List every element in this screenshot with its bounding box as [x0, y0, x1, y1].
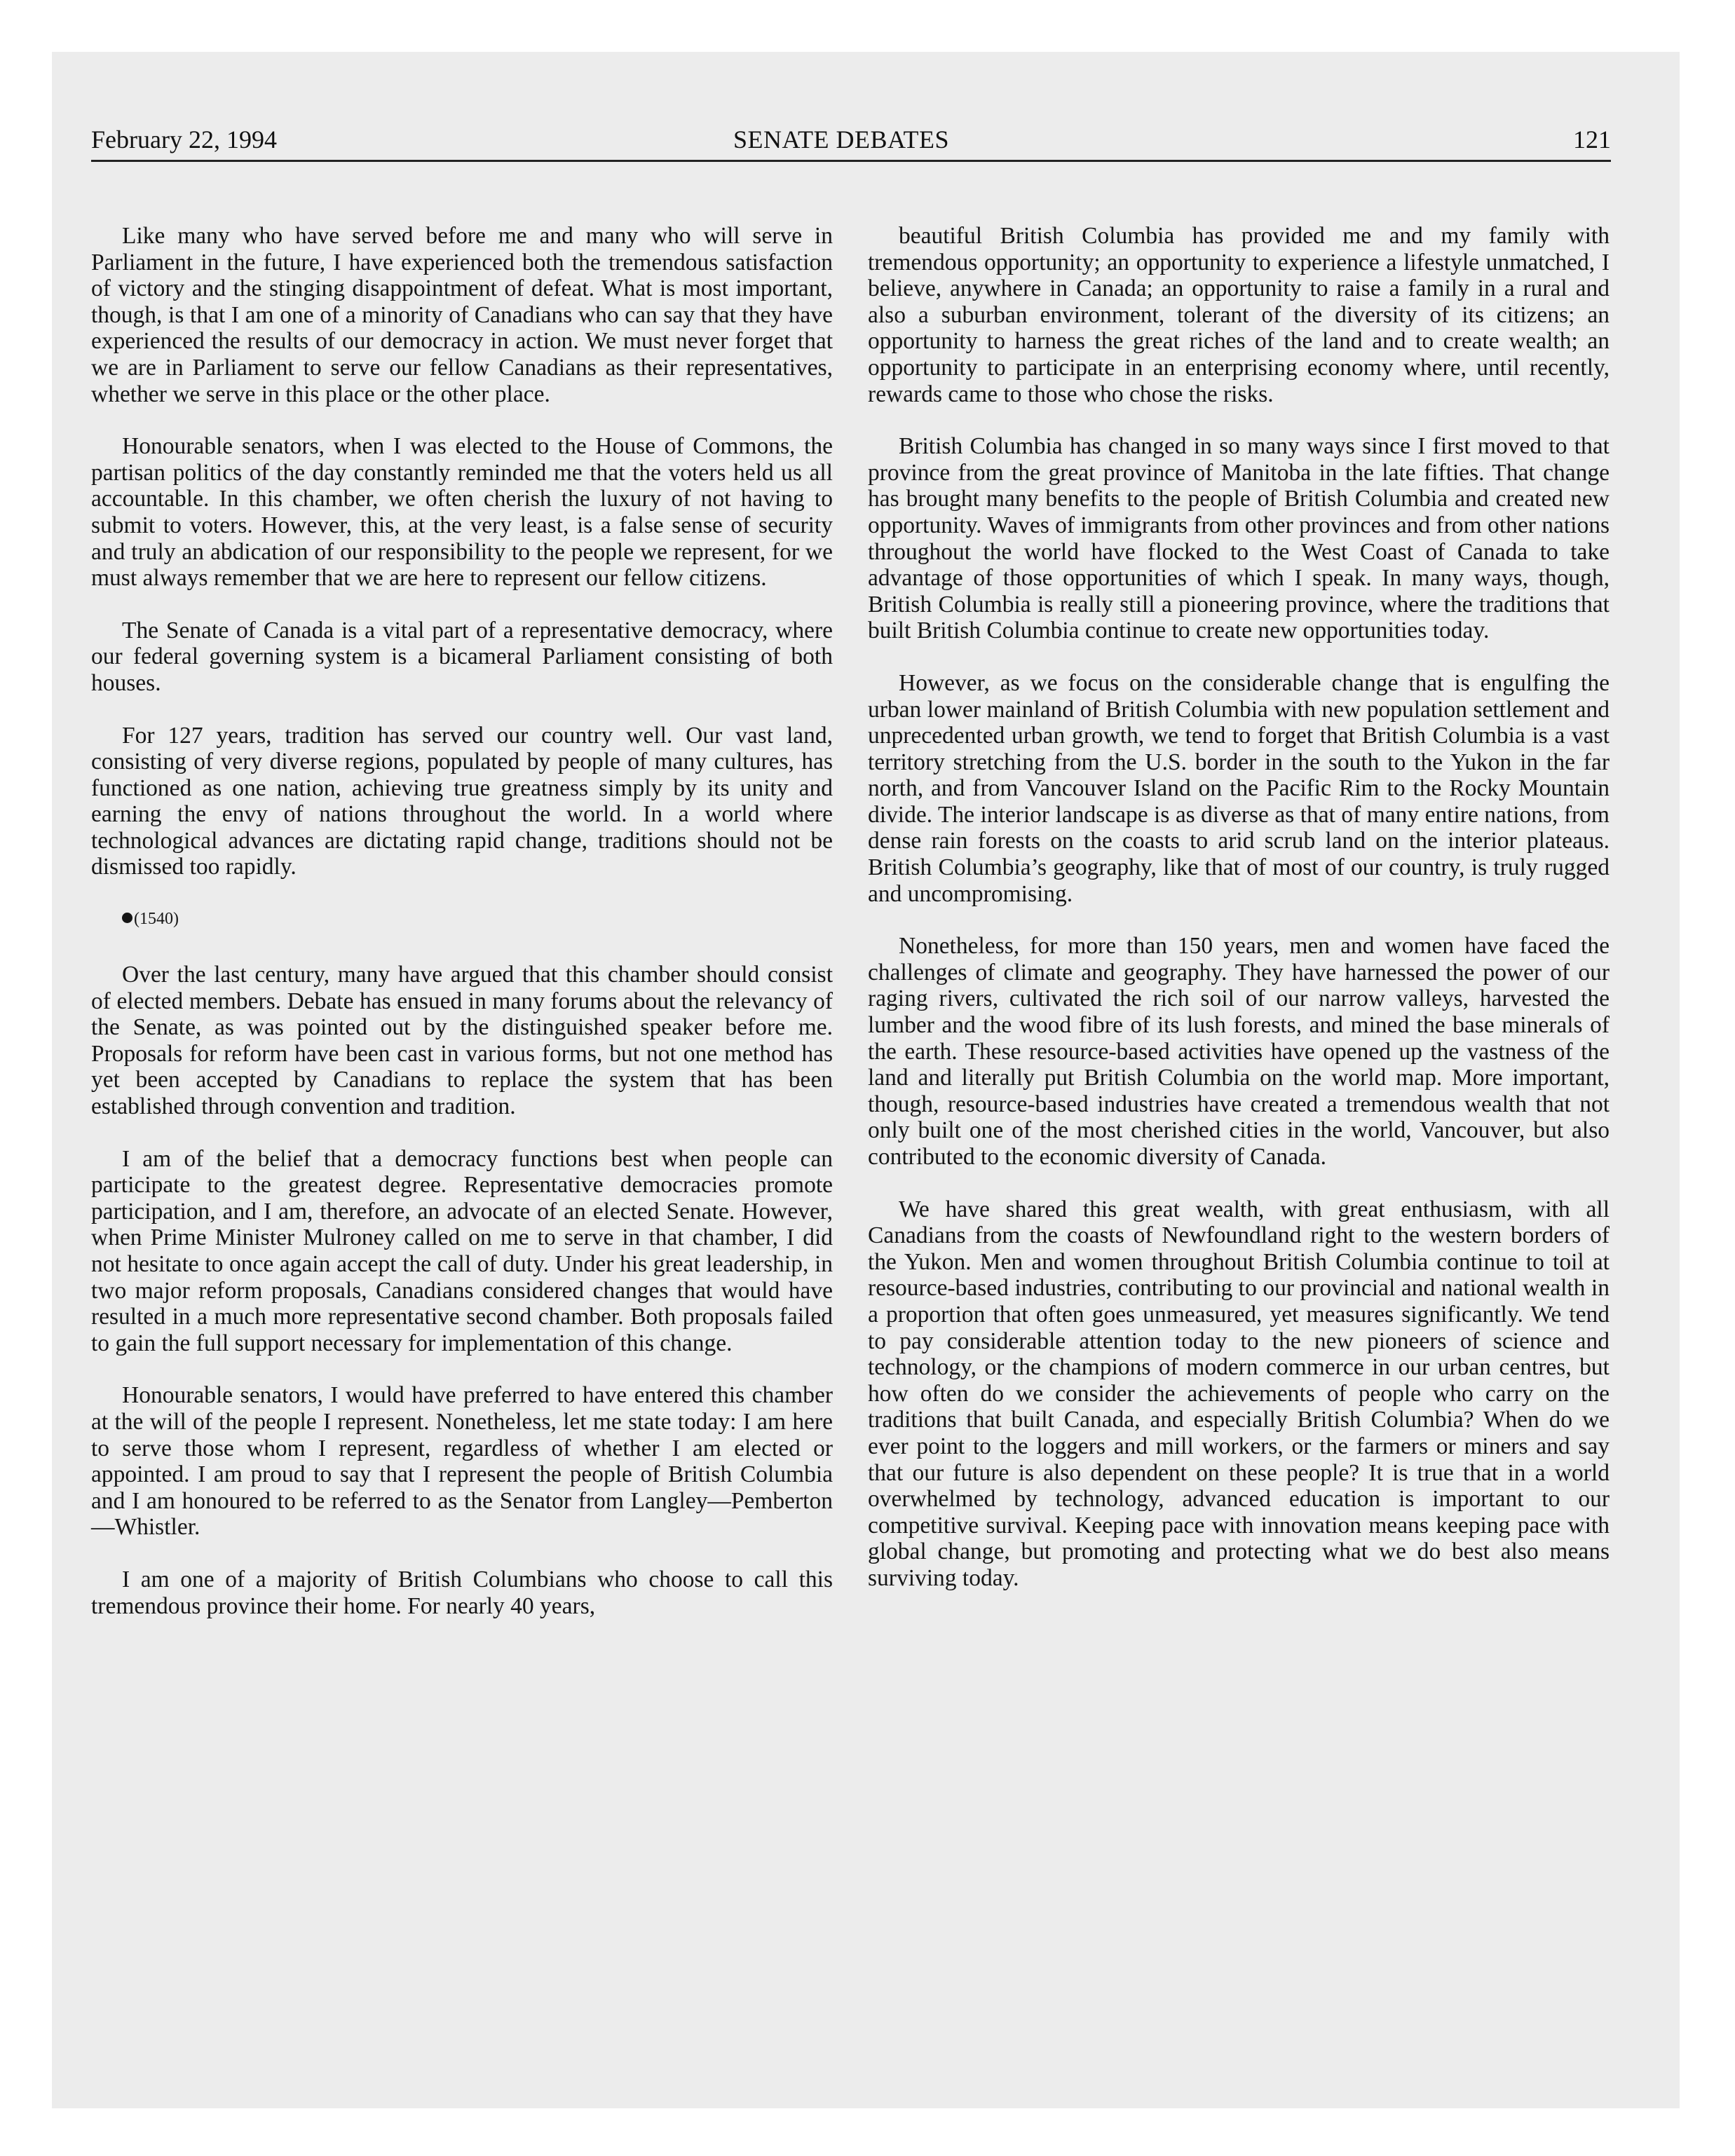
paragraph: I am of the belief that a democracy functions best when people can participate to the greatest degree. Representative democracies promote participation, and I am, therefore, an advocate of an elected Senate. However, when Prime Minister Mulroney called on me to serve in that chamber, I did not hesitate to once again accept the call of duty. Under his great leadership, in two major reform proposals, Canadians considered changes that would have resulted in a much more representative second chamber. Both proposals failed to gain the full support necessary for implementation of this change. — [91, 1145, 833, 1356]
page-header — [91, 125, 1611, 162]
paragraph: Honourable senators, when I was elected to the House of Commons, the partisan politics of the day constantly reminded me that the voters held us all accountable. In this chamber, we often cherish the luxury of not having to submit to voters. However, this, at the very least, is a false sense of security and truly an abdication of our responsibility to the people we represent, for we must always remember that we are here to represent our fellow citizens. — [91, 433, 833, 592]
time-marker — [122, 906, 833, 932]
paragraph: British Columbia has changed in so many ways since I first moved to that province from the great province of Manitoba in the late fifties. That change has brought many benefits to the people of British Columbia and created new opportunity. Waves of immigrants from other provinces and from other nations throughout the world have flocked to the West Coast of Canada to take advantage of those opportunities of which I speak. In many ways, though, British Columbia is really still a pioneering province, where the traditions that built British Columbia continue to create new opportunities today. — [868, 433, 1610, 644]
paragraph: Over the last century, many have argued that this chamber should consist of elected members. Debate has ensued in many forums about the relevancy of the Senate, as was pointed out by the distinguished speaker before me. Proposals for reform have been cast in various forms, but not one method has yet been accepted by Canadians to replace the system that has been established through convention and tradition. — [91, 962, 833, 1120]
paragraph: I am one of a majority of British Columbians who choose to call this tremendous province their home. For nearly 40 years, — [91, 1566, 833, 1619]
paragraph: However, as we focus on the considerable change that is engulfing the urban lower mainland of British Columbia with new population settlement and unprecedented urban growth, we tend to forget that British Columbia is a vast territory stretching from the U.S. border in the south to the Yukon in the far north, and from Vancouver Island on the Pacific Rim to the Rocky Mountain divide. The interior landscape is as diverse as that of many entire nations, from dense rain forests on the coasts to arid scrub land on the interior plateaus. British Columbia’s geography, like that of most of our country, is truly rugged and uncompromising. — [868, 669, 1610, 907]
paragraph: beautiful British Columbia has provided me and my family with tremendous opportunity; an opportunity to experience a lifestyle unmatched, I believe, anywhere in Canada; an opportunity to raise a family in a rural and also a suburban environment, tolerant of the diversity of its citizens; an opportunity to harness the great riches of the land and to create wealth; an opportunity to participate in an enterprising economy where, until recently, rewards came to those who chose the risks. — [868, 223, 1610, 407]
paragraph: Nonetheless, for more than 150 years, men and women have faced the challenges of climate and geography. They have harnessed the power of our raging rivers, cultivated the rich soil of our narrow valleys, harvested the lumber and the wood fibre of its lush forests, and mined the base minerals of the earth. These resource-based activities have opened up the vastness of the land and literally put British Columbia on the world map. More important, though, resource-based industries have created a tremendous wealth that not only built one of the most cherished cities in the world, Vancouver, but also contributed to the economic diversity of Canada. — [868, 933, 1610, 1170]
page-number: 121 — [1573, 125, 1611, 153]
paragraph: Honourable senators, I would have preferred to have entered this chamber at the will of the people I represent. Nonetheless, let me state today: I am here to serve those whom I represent, regardless of whether I am elected or appointed. I am proud to say that I represent the people of British Columbia and I am honoured to be referred to as the Senator from Langley—Pemberton—Whistler. — [91, 1382, 833, 1541]
bullet-dot-icon — [122, 913, 132, 923]
time-marker-text: (1540) — [134, 910, 179, 929]
left-column — [91, 223, 833, 1645]
paragraph: The Senate of Canada is a vital part of a representative democracy, where our federal governing system is a bicameral Parliament consisting of both houses. — [91, 617, 833, 696]
header-date: February 22, 1994 — [91, 125, 277, 153]
right-column — [868, 223, 1610, 1618]
paragraph: Like many who have served before me and many who will serve in Parliament in the future, I have experienced both the tremendous satisfaction of victory and the stinging disappointment of defeat. What is most important, though, is that I am one of a minority of Canadians who can say that they have experienced the results of our democracy in action. We must never forget that we are in Parliament to serve our fellow Canadians as their representatives, whether we serve in this place or the other place. — [91, 223, 833, 407]
paragraph: For 127 years, tradition has served our country well. Our vast land, consisting of very diverse regions, populated by people of many cultures, has functioned as one nation, achieving true greatness simply by its unity and earning the envy of nations throughout the world. In a world where technological advances are dictating rapid change, traditions should not be dismissed too rapidly. — [91, 722, 833, 880]
paragraph: We have shared this great wealth, with great enthusiasm, with all Canadians from the coasts of Newfoundland right to the western borders of the Yukon. Men and women throughout British Columbia continue to toil at resource-based industries, contributing to our provincial and national wealth in a proportion that often goes unmeasured, yet measures significantly. We tend to pay considerable attention today to the new pioneers of science and technology, or the champions of modern commerce in our urban centres, but how often do we consider the achievements of people who carry on the traditions that built Canada, and especially British Columbia? When do we ever point to the loggers and mill workers, or the farmers or miners and say that our future is also dependent on these people? It is true that in a world overwhelmed by technology, advanced education is important to our competitive survival. Keeping pace with innovation means keeping pace with global change, but promoting and protecting what we do best also means surviving today. — [868, 1196, 1610, 1591]
header-title: SENATE DEBATES — [733, 125, 950, 153]
